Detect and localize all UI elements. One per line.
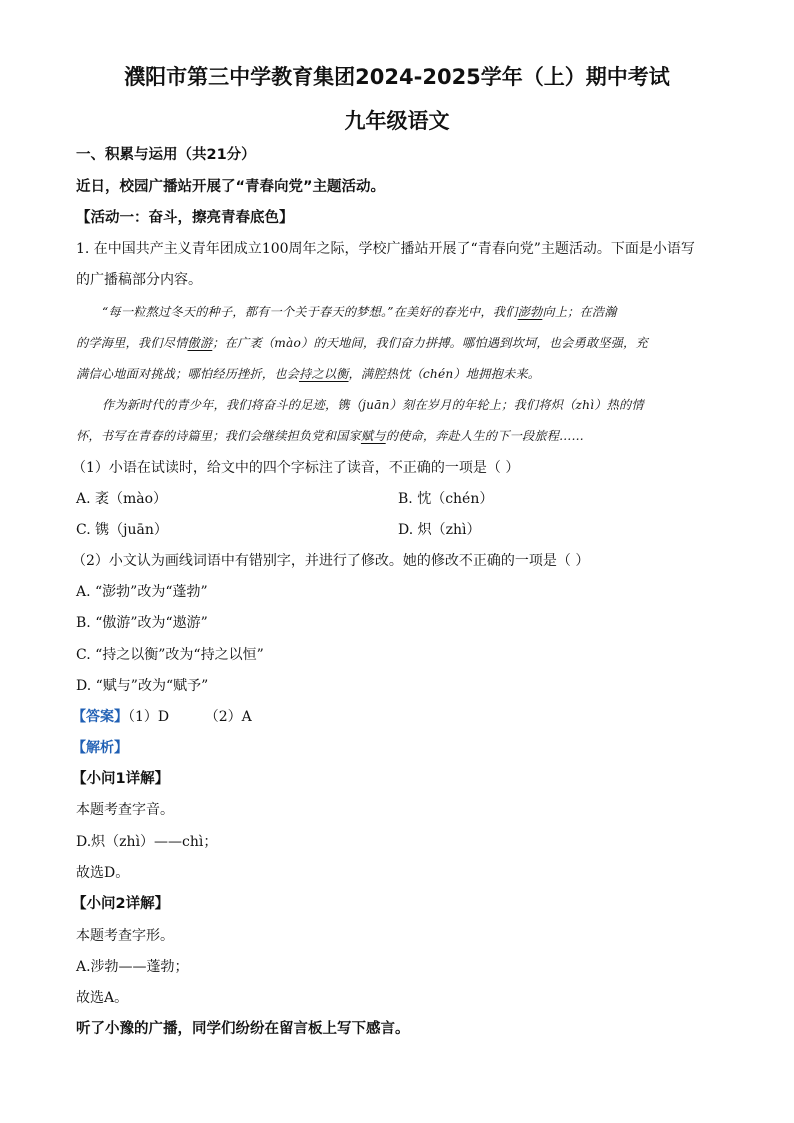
passage-line: 作为新时代的青少年，我们将奋斗的足迹，镌（juān）刻在岁月的年轮上；我们将炽（zhì）热的情 bbox=[102, 398, 644, 412]
detail-2-heading: 【小问2详解】 bbox=[72, 896, 170, 912]
detail-1-line: 故选D。 bbox=[76, 865, 130, 881]
subquestion-1-option-c: C. 镌（juān） bbox=[76, 522, 168, 538]
answer-tag: 【答案】 bbox=[72, 709, 128, 725]
subquestion-1-option-b: B. 忱（chén） bbox=[398, 491, 494, 507]
subquestion-1-option-d: D. 炽（zhì） bbox=[398, 522, 481, 538]
question-stem-line2: 的广播稿部分内容。 bbox=[76, 272, 202, 288]
subquestion-2-option-d: D. “赋与”改为“赋予” bbox=[76, 678, 209, 694]
subquestion-2-option-b: B. “傲游”改为“遨游” bbox=[76, 615, 208, 631]
underlined-word: 澎勃 bbox=[517, 305, 543, 319]
activity-heading: 【活动一：奋斗，擦亮青春底色】 bbox=[76, 210, 294, 226]
question-stem-part-a: 1. 在中国共产主义青年团成立 bbox=[76, 241, 262, 257]
answer-text: （1）D （2）A bbox=[128, 709, 252, 725]
detail-2-line: 本题考查字形。 bbox=[76, 928, 174, 944]
underlined-word: 持之以衡 bbox=[298, 367, 349, 381]
passage-text: 的学海里，我们尽情 bbox=[76, 336, 188, 350]
underlined-word: 赋与 bbox=[360, 429, 386, 443]
subquestion-2-option-c: C. “持之以衡”改为“持之以恒” bbox=[76, 647, 264, 663]
closing-line: 听了小豫的广播，同学们纷纷在留言板上写下感言。 bbox=[76, 1021, 410, 1037]
passage-text: ，满腔热忱（chén）地拥抱未来。 bbox=[348, 367, 541, 381]
exam-title: 濮阳市第三中学教育集团2024-2025学年（上）期中考试 bbox=[124, 65, 670, 89]
section-intro: 近日，校园广播站开展了“青春向党”主题活动。 bbox=[76, 179, 386, 195]
passage-line bbox=[76, 302, 744, 322]
passage-text: 向上；在浩瀚 bbox=[542, 305, 617, 319]
question-stem bbox=[76, 239, 695, 259]
detail-2-line: 故选A。 bbox=[76, 990, 129, 1006]
subquestion-2-stem: （2）小文认为画线词语中有错别字，并进行了修改。她的修改不正确的一项是（ ） bbox=[72, 553, 590, 569]
passage-text: 的使命，奔赴人生的下一段旅程…… bbox=[385, 429, 584, 443]
answer-line bbox=[72, 707, 252, 727]
subquestion-1-option-a: A. 袤（mào） bbox=[76, 491, 168, 507]
passage-line bbox=[76, 333, 718, 353]
passage-line bbox=[76, 364, 718, 384]
analysis-line bbox=[72, 738, 128, 758]
subquestion-1-stem: （1）小语在试读时，给文中的四个字标注了读音，不正确的一项是（ ） bbox=[72, 460, 520, 476]
detail-1-line: 本题考查字音。 bbox=[76, 802, 174, 818]
exam-subtitle: 九年级语文 bbox=[344, 109, 450, 133]
section-heading: 一、积累与运用（共21分） bbox=[76, 147, 256, 163]
subquestion-2-option-a: A. “澎勃”改为“蓬勃” bbox=[76, 584, 208, 600]
passage-text: 怀，书写在青春的诗篇里；我们会继续担负党和国家 bbox=[76, 429, 361, 443]
passage-text: ；在广袤（mào）的天地间，我们奋力拼搏。哪怕遇到坎坷，也会勇敢坚强，充 bbox=[212, 336, 648, 350]
passage-text: “每一粒熬过冬天的种子，都有一个关于春天的梦想。”在美好的春光中，我们 bbox=[102, 305, 518, 319]
detail-2-line: A.涉勃——蓬勃； bbox=[76, 959, 189, 975]
analysis-tag: 【解析】 bbox=[72, 740, 128, 756]
question-stem-number: 100 bbox=[261, 241, 289, 257]
detail-1-heading: 【小问1详解】 bbox=[72, 771, 170, 787]
passage-text: 满信心地面对挑战；哪怕经历挫折，也会 bbox=[76, 367, 299, 381]
passage-line bbox=[76, 426, 718, 446]
detail-1-line: D.炽（zhì）——chì； bbox=[76, 834, 218, 850]
underlined-word: 傲游 bbox=[187, 336, 213, 350]
question-stem-part-b: 周年之际，学校广播站开展了“青春向党”主题活动。下面是小语写 bbox=[288, 241, 695, 257]
